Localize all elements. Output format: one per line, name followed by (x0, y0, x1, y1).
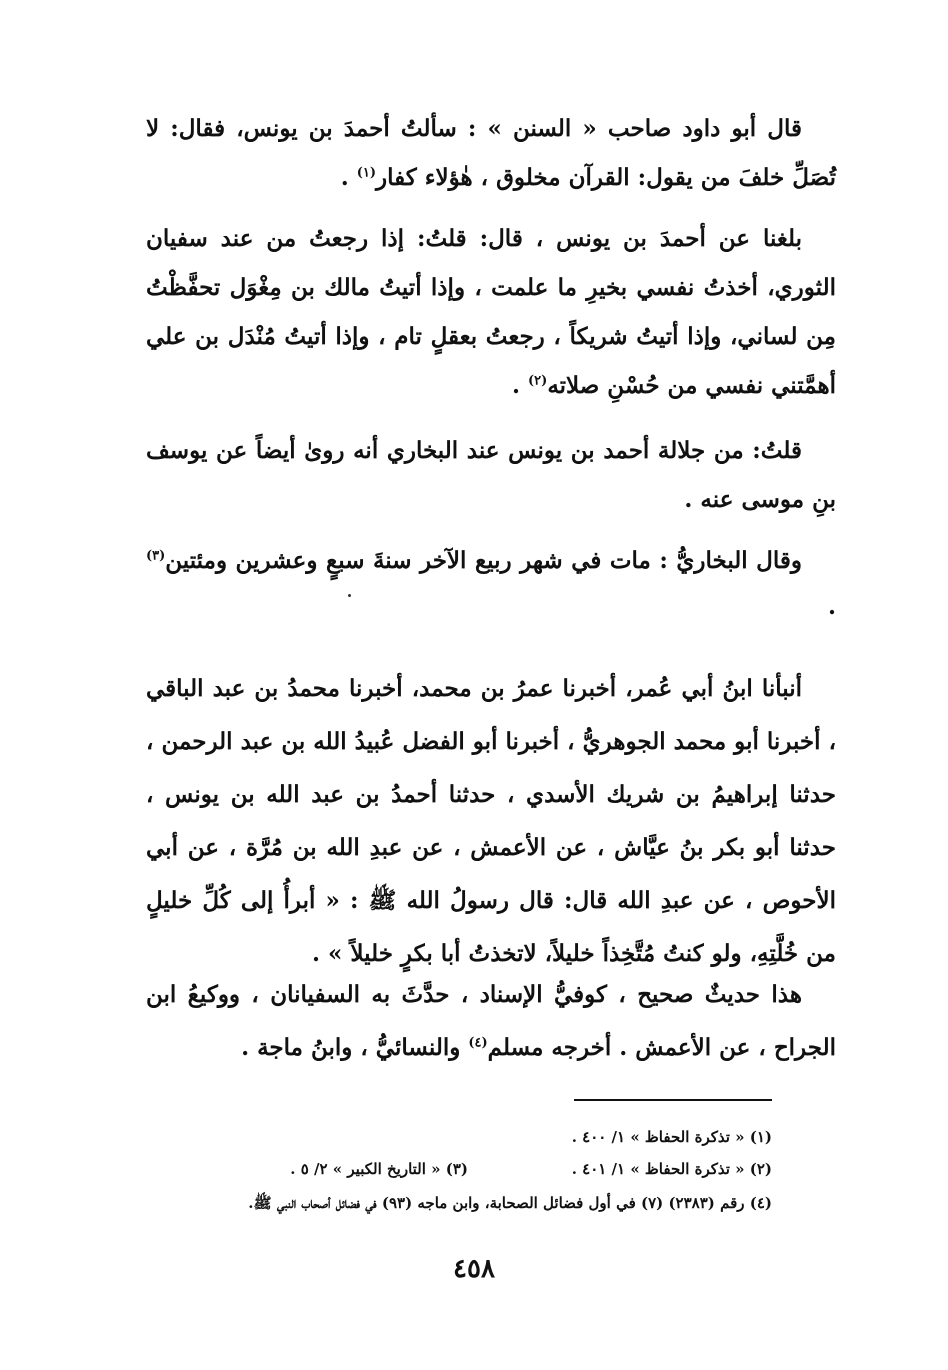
paragraph-end: . (340, 164, 357, 191)
footnote-ref: (٤) (468, 1035, 488, 1051)
paragraph-text: هذا حديثٌ صحيح ، كوفيُّ الإسناد ، حدَّثَ به السفيانان ، ووكيعُ ابن الجراح ، عن الأعمش . أخرجه مسلم (146, 981, 836, 1061)
paragraph-text: قال أبو داود صاحب « السنن » : سألتُ أحمدَ بن يونس، فقال: لا تُصَلِّ خلفَ من يقول: القرآن مخلوق ، هٰؤلاء كفار (146, 115, 836, 191)
paragraph-text: أنبأنا ابنُ أبي عُمر، أخبرنا عمرُ بن محمد، أخبرنا محمدُ بن عبد الباقي ، أخبرنا أبو محمد الجوهريُّ ، أخبرنا أبو الفضل عُبيدُ الله بن عبد الرحمن ، حدثنا إبراهيمُ بن شريك الأسدي ، حدثنا أحمدُ بن عبد الله بن يونس ، حدثنا أبو بكر بنُ عيَّاش ، عن الأعمش ، عن عبدِ الله بن مُرَّة ، عن أبي الأحوص ، عن عبدِ الله قال: قال رسولُ الله ﷺ : « أبرأُ إلى كُلِّ خليلٍ من خُلَّتِهِ، ولو كنتُ مُتَّخِذاً خليلاً، لاتخذتُ أبا بكرٍ خليلاً » . (146, 675, 836, 967)
paragraph-abu-dawud (146, 104, 836, 202)
paragraph-end: . (512, 372, 529, 399)
footnote-ref: (٢) (528, 373, 548, 389)
page-number: ٤٥٨ (453, 1254, 495, 1284)
footnote-2: (٢) « تذكرة الحفاظ » ١/ ٤٠١ . (571, 1160, 772, 1178)
footnote-divider (574, 1099, 772, 1101)
paragraph-ahmad-ibn-yunus (146, 214, 836, 410)
paragraph-hadith-chain (146, 662, 836, 980)
footnote-3: (٣) « التاريخ الكبير » ٢/ ٥ . (290, 1160, 468, 1178)
footnote-ref: (١) (356, 165, 376, 181)
paragraph-text: بلغنا عن أحمدَ بن يونس ، قال: قلتُ: إذا رجعتُ من عند سفيان الثوري، أخذتُ نفسي بخيرِ ما علمت ، وإذا أتيتُ مالك بن مِغْوَل تحفَّظْتُ مِن لساني، وإذا أتيتُ شريكاً ، رجعتُ بعقلٍ تام ، وإذا أتيتُ مُنْدَل بن علي أهمَّتني نفسي من حُسْنِ صلاته (146, 225, 836, 399)
paragraph-hadith-grading (146, 968, 836, 1074)
print-speck (348, 594, 351, 597)
paragraph-text: قلتُ: من جلالة أحمد بن يونس عند البخاري أنه روىٰ أيضاً عن يوسف بنِ موسى عنه . (146, 437, 836, 513)
footnote-ref: (٣) (146, 548, 166, 564)
paragraph-author-note (146, 426, 836, 524)
footnote-1: (١) « تذكرة الحفاظ » ١/ ٤٠٠ . (571, 1128, 772, 1146)
paragraph-text: وقال البخاريُّ : مات في شهر ربيع الآخر سنةَ سبعٍ وعشرين ومئتين (165, 547, 802, 574)
paragraph-end: . (827, 593, 836, 620)
paragraph-end: والنسائيُّ ، وابنُ ماجة . (241, 1034, 469, 1061)
paragraph-bukhari-death (146, 538, 836, 630)
footnote-4: (٤) رقم (٢٣٨٣) (٧) في أول فضائل الصحابة، وابن ماجه (٩٣) في فضائل أصحاب النبي ﷺ. (248, 1194, 772, 1212)
